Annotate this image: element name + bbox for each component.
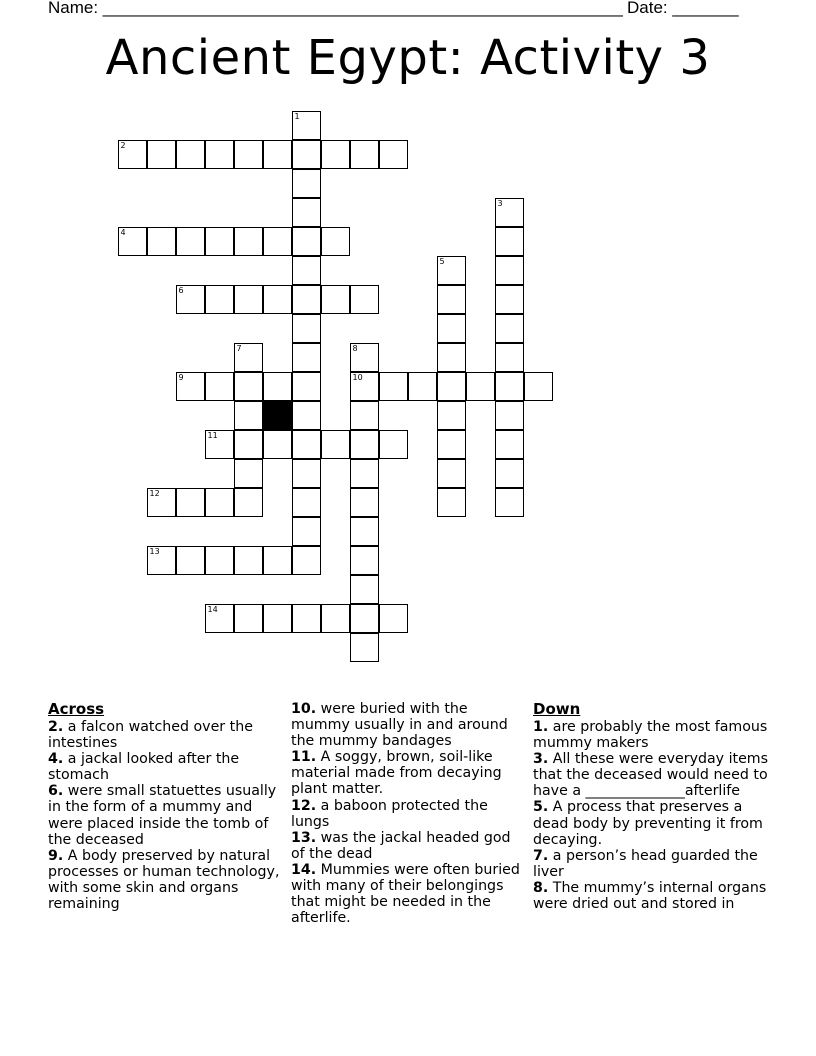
crossword-cell[interactable] xyxy=(350,343,379,372)
crossword-cell[interactable] xyxy=(234,546,263,575)
crossword-cell[interactable] xyxy=(292,546,321,575)
crossword-cell[interactable] xyxy=(437,488,466,517)
crossword-cell[interactable] xyxy=(234,401,263,430)
crossword-cell[interactable] xyxy=(495,401,524,430)
crossword-cell[interactable] xyxy=(147,546,176,575)
crossword-cell[interactable] xyxy=(437,256,466,285)
crossword-cell[interactable] xyxy=(147,140,176,169)
cell-number-8: 8 xyxy=(352,343,358,353)
clue-text: All these were everyday items that the deceased would need to have a ______________afterlife xyxy=(533,751,769,800)
crossword-cell[interactable] xyxy=(350,633,379,662)
crossword-cell[interactable] xyxy=(263,546,292,575)
clue-down-8 xyxy=(533,880,773,912)
clue-number: 7. xyxy=(533,847,549,864)
clue-number: 1. xyxy=(533,719,549,735)
across-clues-continued xyxy=(291,701,521,926)
clue-text: a jackal looked after the stomach xyxy=(48,751,240,784)
crossword-cell[interactable] xyxy=(147,488,176,517)
clue-text: Mummies were often buried with many of their belongings that might be needed in the afterlife. xyxy=(291,861,520,927)
cell-number-9: 9 xyxy=(178,372,184,382)
crossword-cell[interactable] xyxy=(379,430,408,459)
clue-text: A process that preserves a dead body by preventing it from decaying. xyxy=(533,799,763,848)
down-clues xyxy=(533,700,773,912)
crossword-cell[interactable] xyxy=(205,140,234,169)
cell-number-10: 10 xyxy=(352,372,363,382)
crossword-cell[interactable] xyxy=(205,372,234,401)
clue-text: The mummy’s internal organs were dried out and stored in xyxy=(533,879,767,913)
crossword-cell[interactable] xyxy=(234,430,263,459)
clue-number: 9. xyxy=(48,847,64,864)
cell-number-5: 5 xyxy=(439,256,445,266)
crossword-cell[interactable] xyxy=(495,459,524,488)
crossword-cell[interactable] xyxy=(466,372,495,401)
clue-text: a person’s head guarded the liver xyxy=(533,847,758,880)
clue-text: was the jackal headed god of the dead xyxy=(291,829,511,862)
crossword-cell[interactable] xyxy=(292,140,321,169)
clue-number: 13. xyxy=(291,829,317,846)
crossword-cell[interactable] xyxy=(292,401,321,430)
crossword-cell[interactable] xyxy=(437,372,466,401)
crossword-cell[interactable] xyxy=(495,227,524,256)
crossword-cell[interactable] xyxy=(205,604,234,633)
crossword-cell[interactable] xyxy=(205,430,234,459)
crossword-cell[interactable] xyxy=(350,401,379,430)
crossword-cell[interactable] xyxy=(176,140,205,169)
crossword-cell[interactable] xyxy=(321,285,350,314)
crossword-cell[interactable] xyxy=(176,227,205,256)
crossword-cell[interactable] xyxy=(495,256,524,285)
across-heading: Across xyxy=(48,700,105,718)
cell-number-1: 1 xyxy=(294,111,300,121)
crossword-cell[interactable] xyxy=(292,169,321,198)
crossword-cell[interactable] xyxy=(205,488,234,517)
cell-number-11: 11 xyxy=(207,430,218,440)
crossword-cell[interactable] xyxy=(350,140,379,169)
crossword-cell[interactable] xyxy=(350,285,379,314)
crossword-cell[interactable] xyxy=(321,140,350,169)
clue-across-11 xyxy=(291,749,521,797)
crossword-cell[interactable] xyxy=(321,604,350,633)
crossword-cell[interactable] xyxy=(495,314,524,343)
crossword-cell[interactable] xyxy=(292,604,321,633)
crossword-cell[interactable] xyxy=(350,488,379,517)
crossword-cell[interactable] xyxy=(292,227,321,256)
crossword-cell[interactable] xyxy=(408,372,437,401)
crossword-cell[interactable] xyxy=(379,604,408,633)
cell-number-14: 14 xyxy=(207,604,218,614)
cell-number-2: 2 xyxy=(120,140,126,150)
clue-down-7 xyxy=(533,848,773,880)
crossword-cell[interactable] xyxy=(350,546,379,575)
cell-number-7: 7 xyxy=(236,343,242,353)
crossword-cell[interactable] xyxy=(234,140,263,169)
crossword-cell[interactable] xyxy=(292,111,321,140)
page-title: Ancient Egypt: Activity 3 xyxy=(105,30,711,86)
clue-across-2 xyxy=(48,719,284,751)
crossword-cell[interactable] xyxy=(263,604,292,633)
crossword-cell[interactable] xyxy=(176,488,205,517)
crossword-cell[interactable] xyxy=(379,140,408,169)
crossword-cell[interactable] xyxy=(495,488,524,517)
clue-across-14 xyxy=(291,862,521,926)
clue-across-6 xyxy=(48,783,284,847)
clue-across-12 xyxy=(291,798,521,830)
crossword-cell[interactable] xyxy=(263,140,292,169)
clue-number: 5. xyxy=(533,799,549,816)
crossword-cell[interactable] xyxy=(292,517,321,546)
crossword-cell[interactable] xyxy=(118,140,147,169)
clue-text: a falcon watched over the intestines xyxy=(48,719,253,752)
crossword-cell[interactable] xyxy=(234,459,263,488)
clue-number: 14. xyxy=(291,861,317,878)
crossword-cell[interactable] xyxy=(437,459,466,488)
clue-text: were small statuettes usually in the form of a mummy and were placed inside the tomb of the deceased xyxy=(48,783,277,848)
date-field-label: Date: _______ xyxy=(627,0,739,17)
clue-down-5 xyxy=(533,799,773,847)
crossword-cell[interactable] xyxy=(234,227,263,256)
crossword-cell[interactable] xyxy=(292,372,321,401)
crossword-cell[interactable] xyxy=(495,430,524,459)
clue-number: 3. xyxy=(533,751,549,768)
clue-text: were buried with the mummy usually in and around the mummy bandages xyxy=(291,701,508,750)
clue-number: 4. xyxy=(48,751,64,768)
name-field-label: Name: _______________________________________________________ xyxy=(48,0,623,17)
crossword-cell[interactable] xyxy=(321,227,350,256)
crossword-cell[interactable] xyxy=(176,372,205,401)
crossword-cell[interactable] xyxy=(350,604,379,633)
crossword-cell[interactable] xyxy=(263,285,292,314)
crossword-cell[interactable] xyxy=(350,459,379,488)
clue-text: A body preserved by natural processes or human technology, with some skin and organs remaining xyxy=(48,847,280,913)
cell-number-12: 12 xyxy=(149,488,160,498)
crossword-cell[interactable] xyxy=(321,430,350,459)
crossword-cell[interactable] xyxy=(292,459,321,488)
crossword-cell[interactable] xyxy=(495,285,524,314)
crossword-cell[interactable] xyxy=(292,285,321,314)
clue-across-13 xyxy=(291,830,521,862)
cell-number-3: 3 xyxy=(497,198,503,208)
crossword-cell[interactable] xyxy=(437,314,466,343)
crossword-cell[interactable] xyxy=(437,430,466,459)
crossword-cell[interactable] xyxy=(234,343,263,372)
crossword-cell[interactable] xyxy=(495,343,524,372)
crossword-cell[interactable] xyxy=(205,227,234,256)
clue-down-3 xyxy=(533,751,773,799)
crossword-cell[interactable] xyxy=(176,285,205,314)
crossword-cell[interactable] xyxy=(263,372,292,401)
crossword-cell[interactable] xyxy=(205,546,234,575)
cell-number-13: 13 xyxy=(149,546,160,556)
crossword-cell[interactable] xyxy=(176,546,205,575)
clue-number: 8. xyxy=(533,879,549,896)
crossword-cell[interactable] xyxy=(524,372,553,401)
cell-number-6: 6 xyxy=(178,285,184,295)
crossword-cell[interactable] xyxy=(379,372,408,401)
crossword-cell[interactable] xyxy=(437,401,466,430)
crossword-cell[interactable] xyxy=(292,488,321,517)
crossword-cell[interactable] xyxy=(118,227,147,256)
clue-text: a baboon protected the lungs xyxy=(291,797,488,830)
crossword-cell[interactable] xyxy=(350,372,379,401)
clue-across-9 xyxy=(48,848,284,912)
clue-across-10 xyxy=(291,701,521,749)
crossword-cell[interactable] xyxy=(234,372,263,401)
down-heading: Down xyxy=(533,700,581,718)
clue-down-1 xyxy=(533,719,773,751)
crossword-cell[interactable] xyxy=(350,575,379,604)
crossword-cell[interactable] xyxy=(292,256,321,285)
crossword-cell[interactable] xyxy=(292,198,321,227)
crossword-cell[interactable] xyxy=(147,227,176,256)
crossword-cell[interactable] xyxy=(292,314,321,343)
crossword-cell[interactable] xyxy=(495,372,524,401)
crossword-cell[interactable] xyxy=(234,604,263,633)
clue-across-4 xyxy=(48,751,284,783)
crossword-cell[interactable] xyxy=(350,430,379,459)
crossword-cell[interactable] xyxy=(263,430,292,459)
clue-number: 12. xyxy=(291,797,317,814)
across-clues xyxy=(48,700,284,912)
crossword-cell[interactable] xyxy=(205,285,234,314)
crossword-cell[interactable] xyxy=(263,227,292,256)
crossword-cell[interactable] xyxy=(437,285,466,314)
crossword-black-cell xyxy=(263,401,292,430)
clue-text: are probably the most famous mummy makers xyxy=(533,719,768,752)
crossword-cell[interactable] xyxy=(234,285,263,314)
crossword-cell[interactable] xyxy=(234,488,263,517)
clue-text: A soggy, brown, soil-like material made from decaying plant matter. xyxy=(291,749,502,798)
clue-number: 10. xyxy=(291,701,317,717)
clue-number: 6. xyxy=(48,783,64,800)
crossword-cell[interactable] xyxy=(350,517,379,546)
crossword-cell[interactable] xyxy=(495,198,524,227)
crossword-cell[interactable] xyxy=(437,343,466,372)
cell-number-4: 4 xyxy=(120,227,126,237)
crossword-cell[interactable] xyxy=(292,430,321,459)
crossword-cell[interactable] xyxy=(292,343,321,372)
clue-number: 2. xyxy=(48,719,64,735)
clue-number: 11. xyxy=(291,749,317,766)
